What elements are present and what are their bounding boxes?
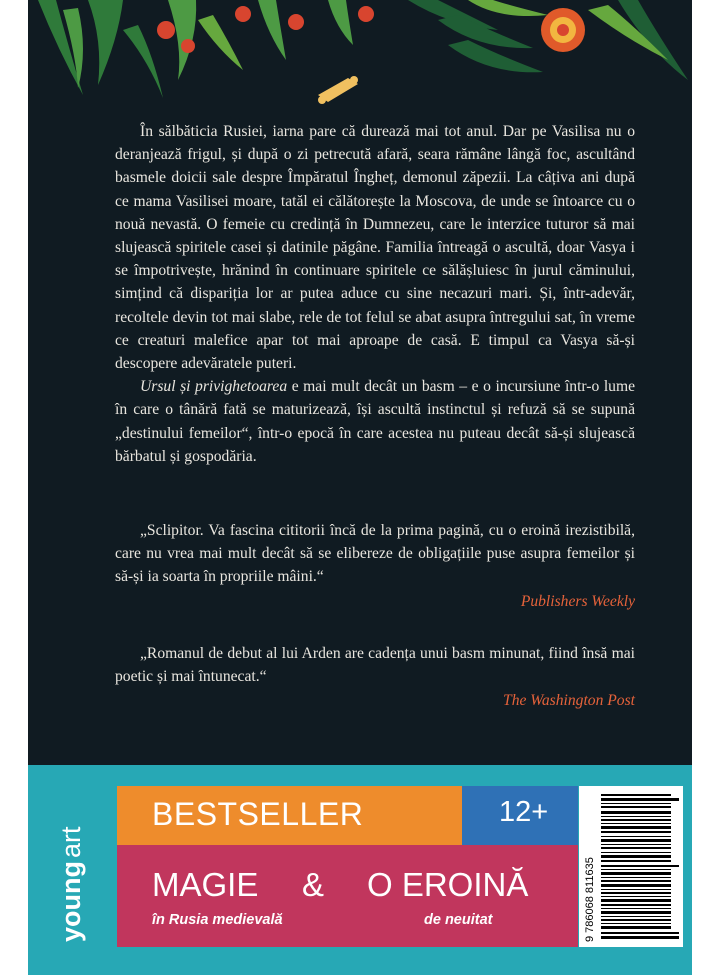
barcode-graphic bbox=[579, 786, 683, 947]
foliage-illustration bbox=[28, 0, 692, 115]
publisher-logo-art: art bbox=[56, 826, 86, 858]
review-source: Publishers Weekly bbox=[520, 592, 635, 610]
description-paragraph-2-text: e mai mult decât un basm – e o incursiune într-o lume în care o tânără fată se maturizează, își ascultă instinctul și refuză să se supună „destinului femeilor“, într-o epocă în care acestea nu puteau decât să-și slujească bărbatul și gospodăria. bbox=[115, 378, 636, 465]
tagline-magie: MAGIE bbox=[152, 866, 259, 903]
book-title-italic: Ursul și privighetoarea bbox=[140, 378, 288, 396]
bestseller-label: BESTSELLER bbox=[152, 796, 364, 832]
publisher-logo-young: young bbox=[56, 861, 86, 942]
tagline-ampersand: & bbox=[302, 866, 325, 903]
barcode-number: 9 786068 811635 bbox=[584, 857, 596, 942]
book-description bbox=[115, 120, 635, 468]
review-source: The Washington Post bbox=[503, 692, 635, 710]
tagline-neuitat: de neuitat bbox=[424, 912, 493, 928]
tagline-rusia: în Rusia medievală bbox=[152, 912, 283, 928]
description-paragraph: În sălbăticia Rusiei, iarna pare că durează mai tot anul. Dar pe Vasilisa nu o deranjează frigul, și după o zi petrecută afară, seara rămâne lângă foc, ascultând basmele doicii sale despre Împăratul Îngheț, demonul zăpezii. La câțiva ani după ce mama Vasilisei moare, tatăl ei călătorește la Moscova, de unde se întoarce cu o nouă nevastă. O femeie cu credință în Dumnezeu, care le interzice tuturor să mai slujească spiritele casei și datinile păgâne. Familia întreagă o ascultă, doar Vasya i se împotrivește, hrănind în continuare spiritele ce sălășluiesc în jurul căminului, simțind că dispariția lor ar putea aduce cu sine necazuri mari. Și, într-adevăr, recoltele devin tot mai slabe, rele de tot felul se abat asupra întregului sat, în vreme ce creaturi malefice apar tot mai aproape de casă. E timpul ca Vasya să-și descopere adevăratele puteri. bbox=[115, 123, 635, 373]
review-quote bbox=[115, 642, 635, 713]
barcode bbox=[579, 786, 683, 947]
review-quote bbox=[115, 519, 635, 613]
description-paragraph-2 bbox=[115, 375, 635, 468]
review-text: „Romanul de debut al lui Arden are cadența unui basm minunat, fiind însă mai poetic și mai întunecat.“ bbox=[115, 645, 635, 686]
tagline-eroina: O EROINĂ bbox=[367, 866, 529, 903]
review-text: „Sclipitor. Va fascina cititorii încă de la prima pagină, cu o eroină irezistibilă, care nu vrea mai mult decât să se elibereze de obligațiile puse asupra femeilor și să-și ia soarta în propriile mâini.“ bbox=[115, 522, 635, 586]
publisher-logo bbox=[46, 790, 94, 950]
age-rating: 12+ bbox=[499, 796, 549, 828]
